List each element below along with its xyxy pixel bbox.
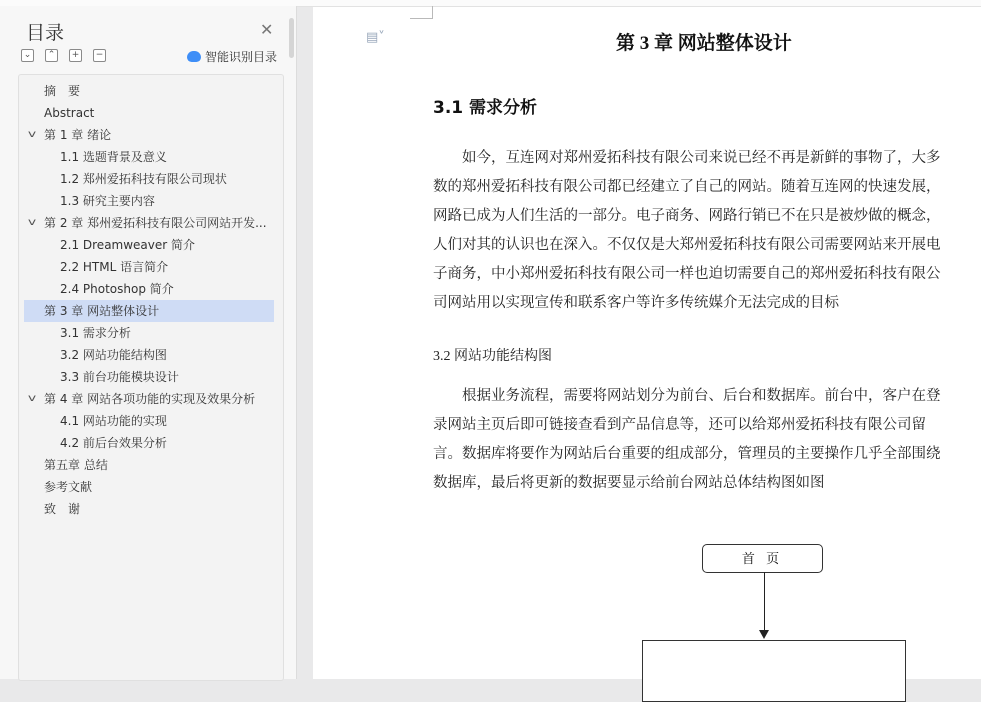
paragraph-line: 司网站用以实现宣传和联系客户等许多传统媒介无法完成的目标	[433, 295, 839, 311]
paragraph-line: 根据业务流程，需要将网站划分为前台、后台和数据库。前台中，客户在登	[433, 388, 941, 404]
page-corner-mark	[410, 18, 433, 19]
section-title-3-2: 3.2 网站功能结构图	[433, 349, 552, 364]
toc-item[interactable]: 第 1 章 绪论	[44, 128, 112, 142]
toc-item[interactable]: Abstract	[44, 106, 95, 120]
cloud-ai-icon	[187, 51, 201, 62]
toc-item[interactable]: 2.4 Photoshop 简介	[60, 282, 174, 296]
chevron-down-icon[interactable]: v	[27, 217, 37, 228]
toc-item[interactable]: 第 4 章 网站各项功能的实现及效果分析	[44, 392, 256, 406]
section-title-3-1: 3.1 需求分析	[433, 98, 538, 118]
toc-item[interactable]: 1.2 郑州爱拓科技有限公司现状	[60, 172, 227, 186]
chapter-title: 第 3 章 网站整体设计	[616, 33, 792, 54]
toc-item[interactable]: 第 3 章 网站整体设计	[24, 300, 274, 322]
close-icon[interactable]: ✕	[260, 20, 274, 39]
toc-item[interactable]: 4.1 网站功能的实现	[60, 414, 167, 428]
chevron-down-icon[interactable]: v	[27, 129, 37, 140]
toc-item[interactable]: 参考文献	[44, 480, 93, 494]
smart-toc-button[interactable]	[187, 48, 277, 65]
toc-item[interactable]: 1.3 研究主要内容	[60, 194, 155, 208]
toc-item[interactable]: 致 谢	[44, 502, 81, 516]
toc-navigation-pane	[0, 6, 297, 679]
paragraph-line: 言。数据库将要作为网站后台重要的组成部分，管理员的主要操作几乎全部围绕	[433, 446, 941, 462]
paragraph-line: 数的郑州爱拓科技有限公司都已经建立了自己的网站。随着互连网的快速发展，	[433, 179, 941, 195]
toc-item[interactable]: 第五章 总结	[44, 458, 108, 472]
diagram-connector	[764, 572, 765, 632]
toc-item[interactable]: 3.2 网站功能结构图	[60, 348, 167, 362]
diagram-arrow-head	[759, 630, 769, 639]
diagram-child-node	[642, 640, 906, 702]
paragraph-requirements	[433, 144, 981, 318]
toc-item[interactable]: 2.2 HTML 语言简介	[60, 260, 169, 274]
document-icon[interactable]: ▤˅	[366, 30, 385, 45]
paragraph-structure	[433, 382, 981, 498]
nav-scrollbar[interactable]	[289, 18, 294, 58]
paragraph-line: 子商务，中小郑州爱拓科技有限公司一样也迫切需要自己的郑州爱拓科技有限公	[433, 266, 941, 282]
toc-item[interactable]: 摘 要	[44, 84, 81, 98]
add-heading-icon[interactable]: +	[69, 49, 82, 62]
toc-item[interactable]: 第 2 章 郑州爱拓科技有限公司网站开发...	[44, 216, 267, 230]
page-corner-mark	[432, 6, 433, 19]
toc-item[interactable]: 2.1 Dreamweaver 简介	[60, 238, 196, 252]
document-page[interactable]	[313, 7, 981, 679]
toc-item[interactable]: 4.2 前后台效果分析	[60, 436, 167, 450]
toc-list	[18, 74, 284, 681]
diagram-home-node: 首 页	[702, 544, 823, 573]
toc-item[interactable]: 1.1 选题背景及意义	[60, 150, 167, 164]
smart-toc-label: 智能识别目录	[205, 50, 278, 64]
toc-item[interactable]: 3.1 需求分析	[60, 326, 131, 340]
paragraph-line: 网路已成为人们生活的一部分。电子商务、网路行销已不在只是被炒做的概念，	[433, 208, 941, 224]
paragraph-line: 如今，互连网对郑州爱拓科技有限公司来说已经不再是新鲜的事物了，大多	[433, 150, 941, 166]
paragraph-line: 人们对其的认识也在深入。不仅仅是大郑州爱拓科技有限公司需要网站来开展电	[433, 237, 941, 253]
remove-heading-icon[interactable]: −	[93, 49, 106, 62]
nav-title: 目录	[26, 22, 65, 44]
expand-all-icon[interactable]: ⌃	[45, 49, 58, 62]
chevron-down-icon[interactable]: v	[27, 393, 37, 404]
collapse-all-icon[interactable]: ⌄	[21, 49, 34, 62]
toc-item[interactable]: 3.3 前台功能模块设计	[60, 370, 179, 384]
paragraph-line: 数据库，最后将更新的数据要显示给前台网站总体结构图如图	[433, 475, 825, 491]
paragraph-line: 录网站主页后即可链接查看到产品信息等，还可以给郑州爱拓科技有限公司留	[433, 417, 926, 433]
